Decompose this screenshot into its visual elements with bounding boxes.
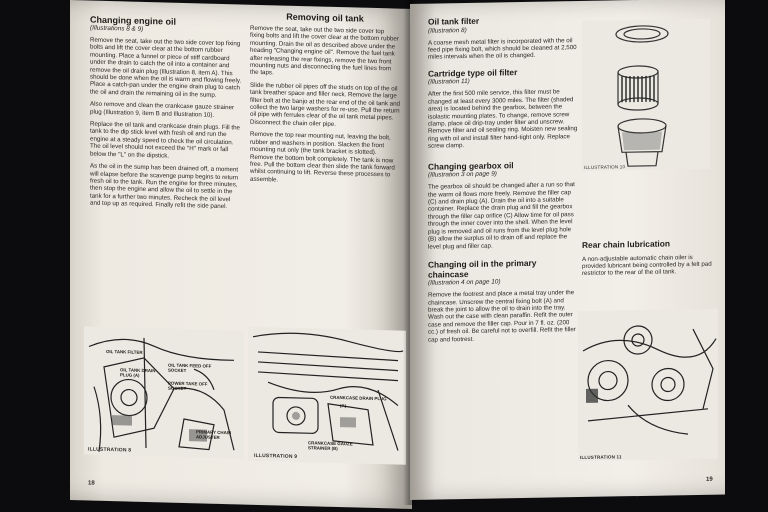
heading-oil-tank-filter: Oil tank filter	[428, 15, 480, 27]
label-primary-chain-adjuster: PRIMARY CHAIN ADJUSTER	[196, 429, 232, 440]
page-number-right: 19	[706, 476, 713, 483]
heading-rear-chain-lubrication: Rear chain lubrication	[582, 238, 670, 250]
heading-cartridge-oil-filter: Cartridge type oil filter	[428, 66, 518, 79]
caption-illustration-10: ILLUSTRATION 10	[584, 164, 626, 170]
ref-illustrations-8-9: (Illustrations 8 & 9)	[90, 24, 144, 33]
heading-primary-chaincase: Changing oil in the primary chaincase	[428, 257, 537, 280]
paragraph: Remove the seat, take out the two side cover top fixing bolts and lift the cover clear at the bottom rubber mounting. Drain the oil as described above under the heading "Changing engine oil". Remove the fuel tank after releasing the rear fixings, remove the two front mounting nuts and disconnecting the fuel lines from the taps.	[250, 24, 399, 77]
illustration-9-drawing	[248, 327, 406, 465]
paragraph: A coarse mesh metal filter is incorporated with the oil feed pipe fixing bolt, which should be cleaned at 2,500 miles intervals when the oil is changed.	[428, 36, 577, 62]
open-manual-book	[40, 0, 730, 512]
ref-illustration-11: (Illustration 11)	[428, 78, 470, 87]
paragraph: As the oil in the sump has been drained off, a moment will elapse before the scavenge pump begins to return fresh oil to the tank. Run the engine for three minutes, then stop the engine and allow the oil to settle in the tank for a further two minutes. Recheck the oil level and top up as required. Finally refit the side panel.	[90, 162, 239, 211]
paragraph: Replace the oil tank and crankcase drain plugs. Fill the tank to the dip stick level with fresh oil and run the engine at a steady speed to check the oil circulation. The oil level should not exceed the "H" mark or fall below the "L" on the dipstick.	[90, 120, 240, 160]
paragraph: After the first 500 mile service, this filter must be changed at least every 3000 miles. The filter (shaded area) is located behind the gearbox, between the isolastic mounting plates. To change, remove screw clamp, place oil drip-tray under filter and unscrew. Remove filter and oil sealing ring. Moisten new sealing ring with oil and install filter hand-tight only. Replace screw clamp.	[428, 88, 578, 150]
heading-changing-gearbox-oil: Changing gearbox oil	[428, 159, 514, 172]
gearbox-filter-location-sketch	[578, 309, 718, 461]
paragraph: Remove the footrest and place a metal tray under the chaincase. Unscrew the central fixing bolt (A) and break the joint to allow the oil to drain into the tray. Wash out the case with clean paraffin. Refit the outer case and remove the filler cap. Pour in 7 fl. oz. (200 cc.) of fresh oil. Be careful not to overfill. Refit the filler cap and footrest.	[428, 289, 576, 344]
paragraph: Remove the top rear mounting nut, leaving the bolt, rubber and washers in position. Slacken the front mounting nut only (the tank bracket is slotted). Remove the bottom bolt completely. The tank is now free. Pull the bottom clear then slide the tank forward whilst continuing to lift. Reverse these processes to assemble.	[250, 130, 395, 184]
label-crankcase-gauze-strainer: CRANKCASE GAUZE STRAINER (B)	[308, 440, 353, 452]
label-oil-tank-filter: OIL TANK FILTER	[106, 348, 143, 355]
right-page	[410, 0, 725, 500]
ref-illustration-3: (Illustration 3 on page 9)	[428, 170, 497, 179]
label-oil-tank-feed-off-socket: OIL TANK FEED OFF SOCKET	[168, 362, 212, 374]
ref-illustration-8: (Illustration 8)	[428, 26, 467, 35]
filter-parts-sketch	[582, 19, 710, 171]
illustration-8-drawing	[84, 326, 244, 458]
page-number-left: 18	[88, 480, 95, 487]
label-drain-plug-a: (A)	[340, 403, 347, 409]
left-page	[70, 0, 412, 509]
paragraph: The gearbox oil should be changed after a run so that the warm oil flows more freely. Remove the filler cap (C) and drain plug (A). Drain the oil into a suitable container. Replace the drain plug and fill the gearbox through the filler cap orifice (C) Allow time for oil pass through the inner cover into the shell. When the level plug is removed and oil runs from the level plug hole (B) allow the surplus oil to drain off and replace the level plug and filler cap.	[428, 181, 575, 251]
left-column-engine-oil	[90, 15, 242, 217]
paragraph: A non-adjustable automatic chain oiler is provided lubricant being controlled by a felt pad restrictor to the rear of the oil tank.	[582, 253, 712, 278]
label-oil-tank-drain-plug: OIL TANK DRAIN PLUG (A)	[120, 367, 156, 378]
illustration-11-drawing	[578, 309, 718, 461]
label-crankcase-drain-plug: CRANKCASE DRAIN PLUG	[330, 394, 387, 402]
right-column-rear-chain	[582, 239, 714, 283]
caption-illustration-9: ILLUSTRATION 9	[254, 452, 298, 460]
label-power-take-off-socket: POWER TAKE OFF SOCKET	[168, 380, 208, 392]
right-column-oil-filters	[428, 15, 578, 349]
paragraph: Remove the seat, take out the two side cover top fixing bolts and lift the cover clear at the bottom rubber mounting. Place a funnel or piece of stiff cardboard under the drain to catch the oil into a container and remove the oil drain plug (Illustration 8, item A). This should be done when the oil is warm and flowing freely. Place a catch-pan under the engine drain plug to catch the oil and drain the remaining oil in the sump.	[90, 36, 242, 99]
paragraph: Also remove and clean the crankcase gauze strainer plug (Illustration 9, item B and Illustration 10).	[90, 100, 235, 119]
caption-illustration-8: ILLUSTRATION 8	[88, 446, 132, 454]
illustration-10-filter-parts	[582, 19, 710, 171]
heading-removing-oil-tank: Removing oil tank	[286, 11, 364, 24]
left-column-removing-oil-tank	[250, 11, 400, 192]
ref-illustration-4: (Illustration 4 on page 10)	[428, 278, 501, 287]
caption-illustration-11: ILLUSTRATION 11	[580, 454, 622, 461]
paragraph: Slide the rubber oil pipes off the studs on top of the oil tank breather space and filler neck. Remove the large filter bolt at the banjo at the rear end of the oil tank and collect the two large washers for re-use. Pull the return oil pipe with ferrules clear of the oil tank metal pipes. Disconnect the chain oiler pipe.	[250, 81, 400, 128]
heading-changing-engine-oil: Changing engine oil	[90, 14, 176, 27]
